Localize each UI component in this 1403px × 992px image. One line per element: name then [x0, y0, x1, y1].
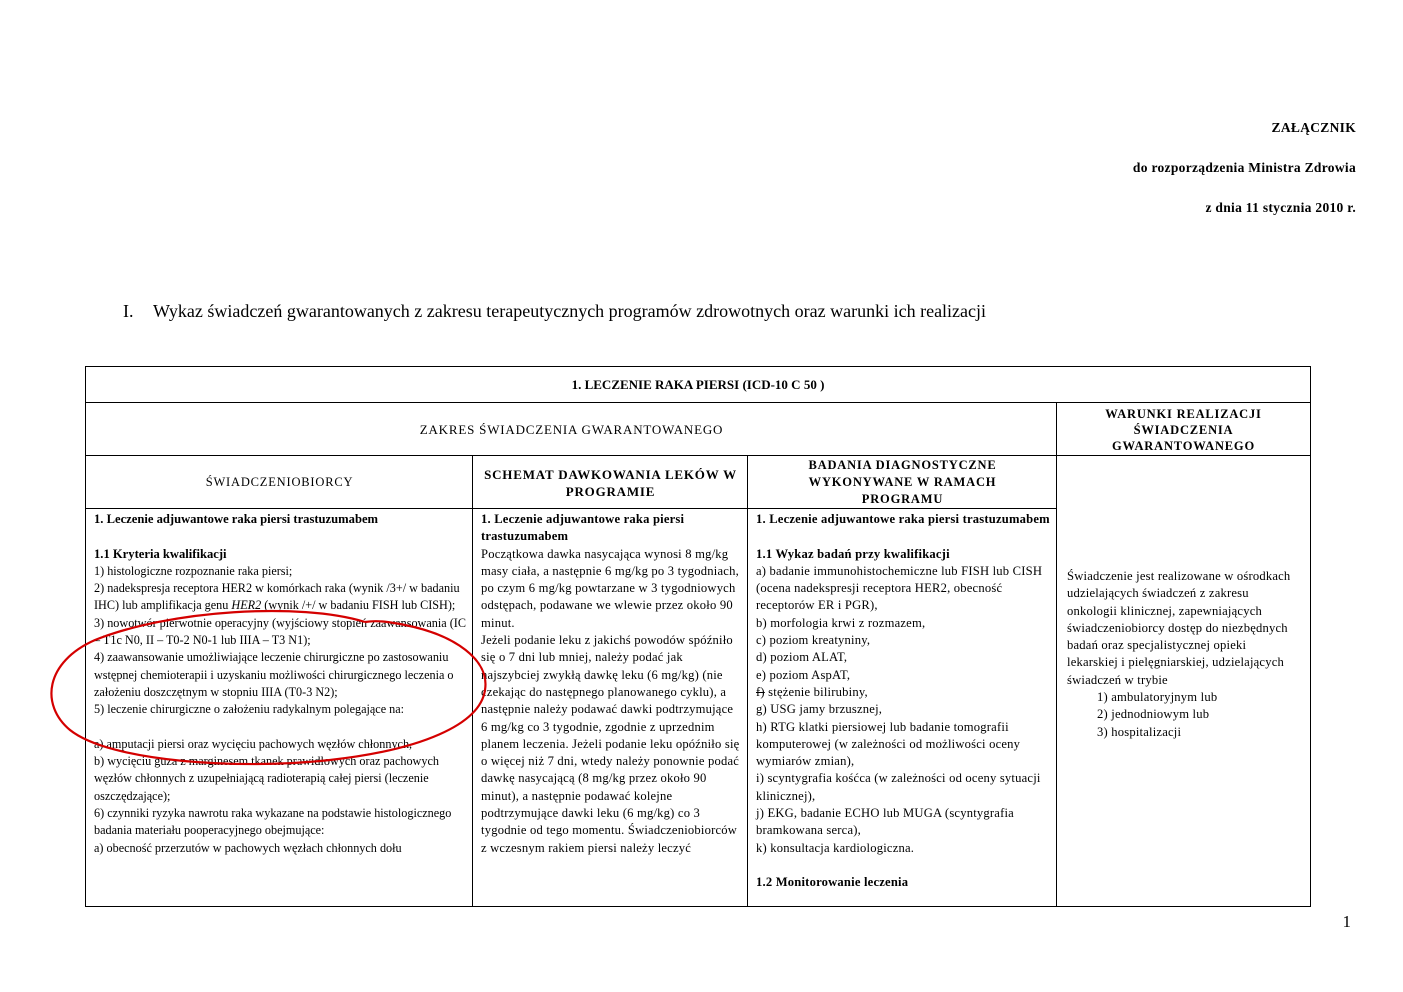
- col3-header: [747, 455, 1058, 510]
- col1-cell: [85, 508, 474, 907]
- col3-title: 1. Leczenie adjuwantowe raka piersi trastuzumabem: [756, 512, 1050, 526]
- list-item: d) poziom ALAT,: [756, 650, 848, 665]
- col1-header: [85, 455, 474, 510]
- header-annex: ZAŁĄCZNIK: [1271, 120, 1356, 135]
- list-item: 4) zaawansowanie umożliwiające leczenie chirurgiczne po zastosowaniu wstępnej chemioterapii i uzyskaniu możliwości chirurgicznego leczenia o założeniu doszczętnym w stopniu IIIA (T0-3 N2);: [94, 650, 454, 699]
- list-item: 2) nadekspresja receptora HER2 w komórkach raka (wynik /3+/ w badaniu IHC) lub amplifikacja genu HER2 (wynik /+/ w badaniu FISH lub CISH);: [94, 581, 460, 613]
- list-item: a) amputacji piersi oraz wycięciu pachowych węzłów chłonnych,: [94, 736, 413, 751]
- col2-cell: [472, 508, 749, 907]
- header-date: z dnia 11 stycznia 2010 r.: [1205, 200, 1356, 215]
- col1-header-text: ŚWIADCZENIOBIORCY: [205, 475, 354, 489]
- list-item: 3) nowotwór pierwotnie operacyjny (wyjściowy stopień zaawansowania (IC – T1c N0, II – T0-2 N0-1 lub IIIA – T3 N1);: [94, 615, 466, 648]
- list-item: e) poziom AspAT,: [756, 667, 851, 682]
- list-item: k) konsultacja kardiologiczna.: [756, 840, 915, 855]
- conditions-text: Świadczenie jest realizowane w ośrodkach udzielających świadczeń z zakresu onkologii klinicznej, zapewniających świadczeniobiorcy dostęp do niezbędnych badań oraz specjalistycznej opieki lekarskiej i pielęgniarskiej, udzielających świadczeń w trybie: [1067, 569, 1291, 687]
- list-item: a) obecność przerzutów w pachowych węzłach chłonnych dołu: [94, 840, 402, 855]
- list-item: b) morfologia krwi z rozmazem,: [756, 615, 926, 630]
- col3-subtitle: 1.1 Wykaz badań przy kwalifikacji: [756, 546, 950, 561]
- list-item: a) badanie immunohistochemiczne lub FISH lub CISH (ocena nadekspresji receptora HER2, obecność receptorów ER i PGR),: [756, 563, 1043, 613]
- list-item: 3) hospitalizacji: [1097, 724, 1182, 739]
- table-title-text: 1. LECZENIE RAKA PIERSI (ICD-10 C 50 ): [571, 377, 825, 392]
- col2-paragraph: Jeżeli podanie leku z jakichś powodów spóźniło się o 7 dni lub mniej, należy podać jak najszybciej zwykłą dawkę leku (6 mg/kg) (nie czekając do następnego planowanego cyklu), a następnie należy podawać dawki podtrzymujące 6 mg/kg co 3 tygodnie, zgodnie z uprzednim planem leczenia. Jeżeli podanie leku opóźniło się o więcej niż 7 dni, wtedy należy ponownie podać dawkę nasycającą (8 mg/kg przez około 90 minut), a następnie podawać kolejne podtrzymujące dawki leku (6 mg/kg) co 3 tygodnie od tego momentu. Świadczeniobiorców z wczesnym rakiem piersi należy leczyć: [481, 633, 740, 855]
- list-item: h) RTG klatki piersiowej lub badanie tomografii komputerowej (w zależności od możliwości oceny wymiarów zmian),: [756, 719, 1021, 769]
- list-item: b) wycięciu guza z marginesem tkanek prawidłowych oraz pachowych węzłów chłonnych z uzupełniającą radioterapią całej piersi (leczenie oszczędzające);: [94, 754, 439, 803]
- section-number: I.: [123, 301, 134, 321]
- col1-subtitle: 1.1 Kryteria kwalifikacji: [94, 546, 227, 561]
- list-item: 2) jednodniowym lub: [1097, 707, 1210, 722]
- col3-cell: [747, 508, 1058, 907]
- list-item: 1) histologiczne rozpoznanie raka piersi;: [94, 563, 293, 578]
- col1-title: 1. Leczenie adjuwantowe raka piersi trastuzumabem: [94, 512, 379, 526]
- list-item: 5) leczenie chirurgiczne o założeniu radykalnym polegające na:: [94, 702, 405, 717]
- section-title: [123, 301, 986, 322]
- page-number: 1: [1342, 912, 1351, 931]
- header-regulation: do rozporządzenia Ministra Zdrowia: [1132, 160, 1356, 175]
- col2-title: 1. Leczenie adjuwantowe raka piersi trastuzumabem: [481, 512, 685, 544]
- conditions-header: [1056, 402, 1311, 457]
- col3-header-text: BADANIA DIAGNOSTYCZNE WYKONYWANE W RAMACH PROGRAMU: [808, 458, 997, 506]
- col2-header: [472, 455, 749, 510]
- col2-header-text: SCHEMAT DAWKOWANIA LEKÓW W PROGRAMIE: [484, 466, 737, 499]
- col3-subtitle-monitoring: 1.2 Monitorowanie leczenia: [756, 875, 909, 890]
- list-item: i) scyntygrafia kośćca (w zależności od oceny sytuacji klinicznej),: [756, 771, 1041, 803]
- list-item: g) USG jamy brzusznej,: [756, 702, 883, 717]
- conditions-header-text: WARUNKI REALIZACJI ŚWIADCZENIA GWARANTOWANEGO: [1105, 406, 1262, 453]
- section-title-text: Wykaz świadczeń gwarantowanych z zakresu terapeutycznych programów zdrowotnych oraz warunki ich realizacji: [153, 301, 987, 321]
- col4-cell: [1056, 455, 1311, 907]
- scope-header-text: ZAKRES ŚWIADCZENIA GWARANTOWANEGO: [419, 421, 724, 437]
- table-title: [85, 366, 1311, 404]
- list-item: j) EKG, badanie ECHO lub MUGA (scyntygrafia bramkowana serca),: [756, 806, 1014, 838]
- list-item: 6) czynniki ryzyka nawrotu raka wykazane na podstawie histologicznego badania materiału pooperacyjnego obejmujące:: [94, 806, 452, 838]
- list-item: f) stężenie bilirubiny,: [756, 684, 868, 699]
- list-item: 1) ambulatoryjnym lub: [1097, 690, 1218, 705]
- scope-header: [85, 402, 1058, 457]
- col2-paragraph: Początkowa dawka nasycająca wynosi 8 mg/kg masy ciała, a następnie 6 mg/kg po 3 tygodniach, po czym 6 mg/kg powtarzane w 3 tygodniowych odstępach, podawane we wlewie przez około 90 minut.: [481, 546, 739, 630]
- list-item: c) poziom kreatyniny,: [756, 633, 871, 648]
